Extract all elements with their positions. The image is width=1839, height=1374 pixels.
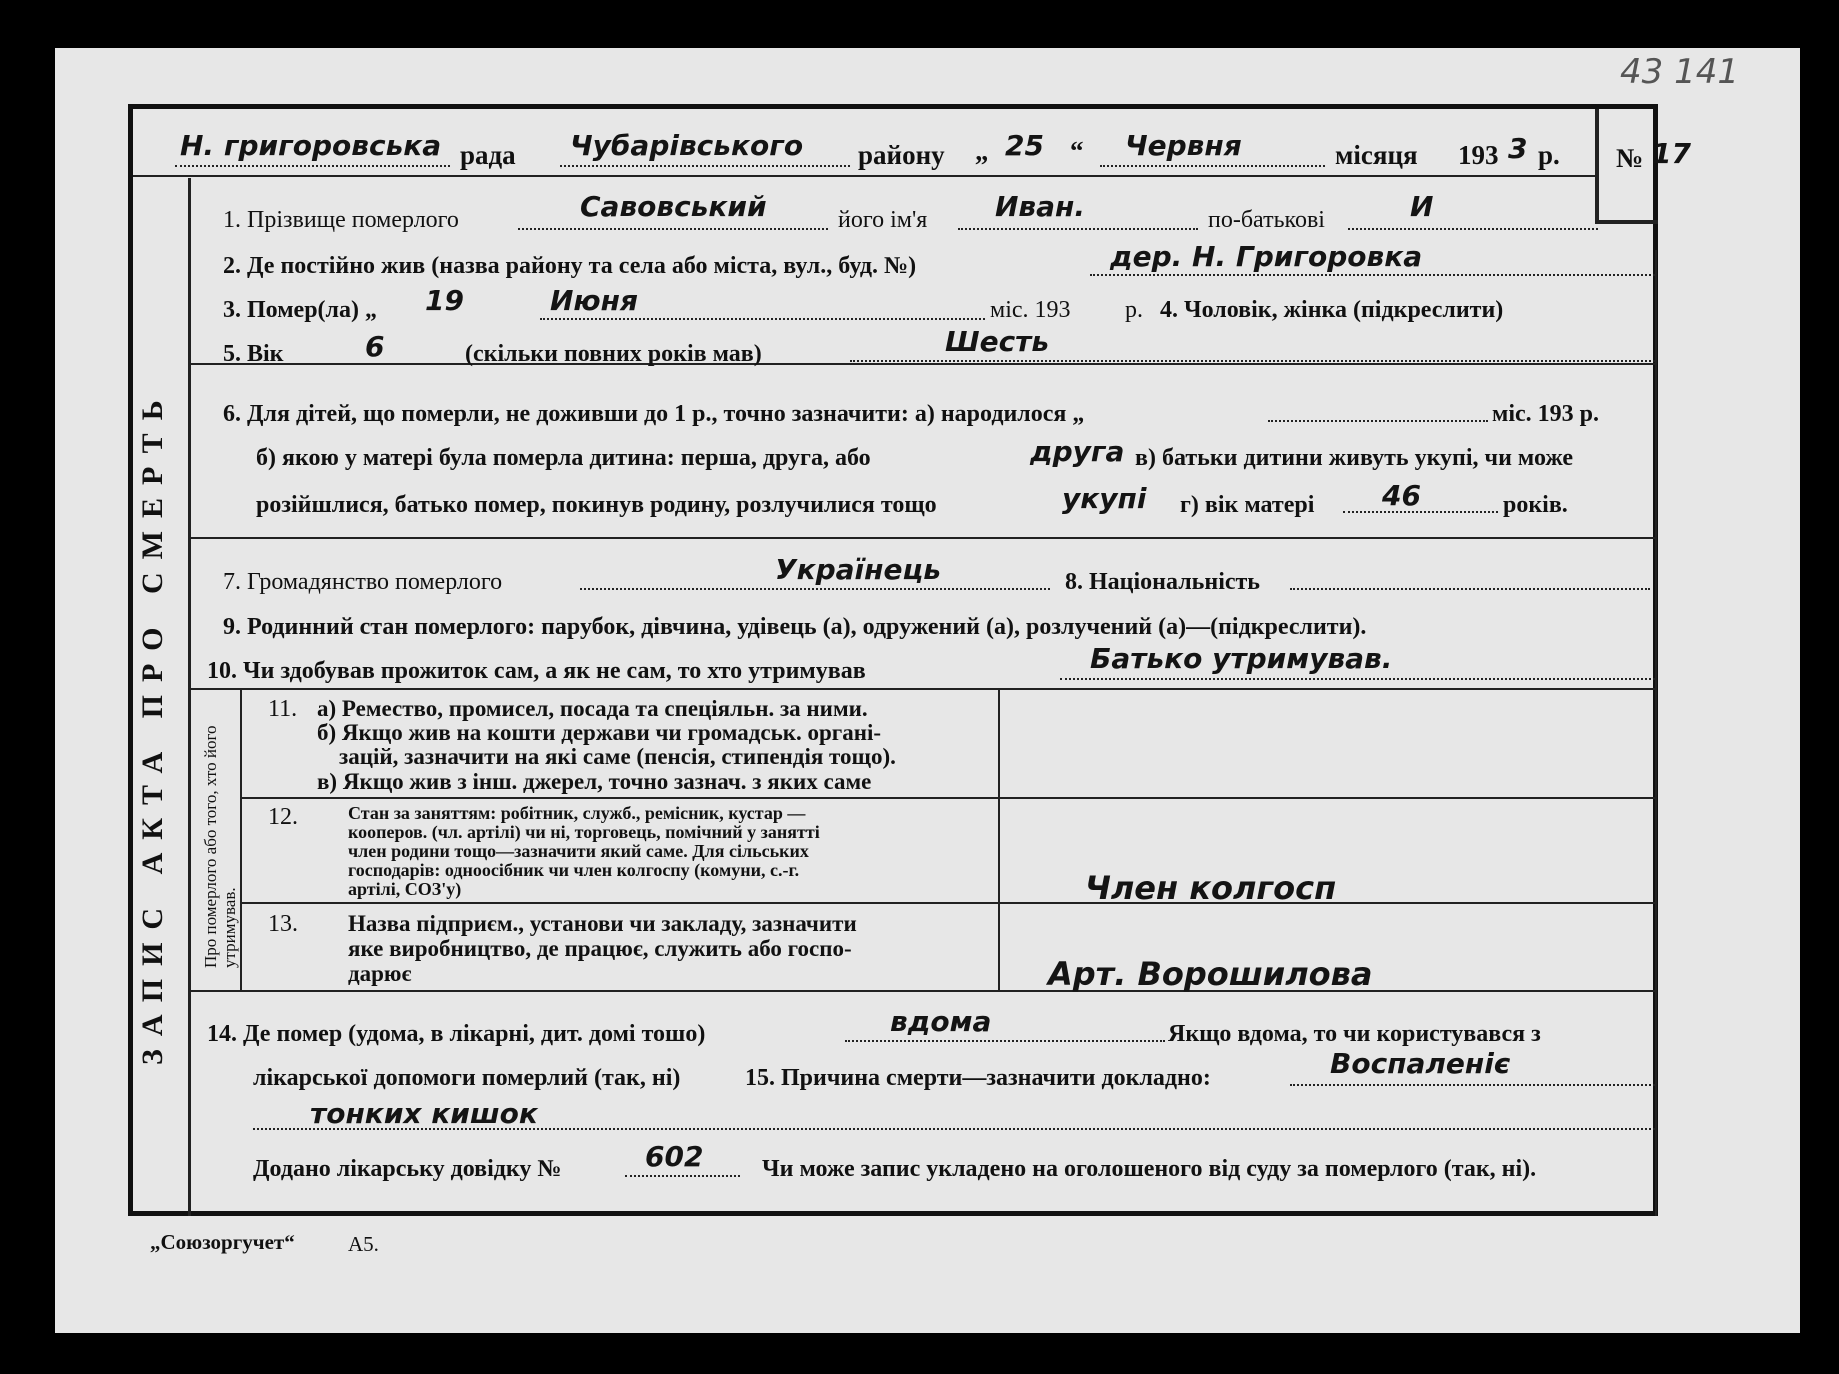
field-13-l1: Назва підприєм., установи чи закладу, зазначити — [348, 911, 857, 936]
field-10-value: Батько утримував. — [1090, 642, 1393, 675]
field-14-line2: лікарської допомоги померлий (так, ні) — [253, 1065, 681, 1091]
field-13-value: Арт. Ворошилова — [1048, 955, 1373, 993]
field-7-label: 7. Громадянство померлого — [223, 569, 503, 595]
field-6-line1: 6. Для дітей, що померли, не доживши до 1 р., точно зазначити: а) народилося „ — [223, 401, 1085, 427]
right-border — [1655, 250, 1657, 1216]
field-6-order-value: друга — [1030, 435, 1125, 468]
about-col-divider — [240, 688, 242, 990]
field-15-line — [1290, 1084, 1655, 1086]
field-14-label: 14. Де помер (удома, в лікарні, дит. домі тошо) — [207, 1021, 706, 1047]
rule-after-11 — [240, 797, 1655, 799]
field-5-label: 5. Вік — [223, 341, 284, 367]
field-15-line2 — [253, 1128, 1655, 1130]
archive-marks: 43 141 — [1620, 52, 1739, 92]
field-3-day: 19 — [425, 284, 464, 317]
field-3-month: Июня — [550, 284, 638, 317]
field-6-line2a: б) якою у матері була померла дитина: перша, друга, або — [256, 445, 871, 471]
field-6-line2b: в) батьки дитини живуть укупі, чи може — [1135, 445, 1574, 471]
field-12-l5: артілі, СОЗ'у) — [348, 879, 462, 899]
council-line — [175, 165, 450, 167]
number-box-divider — [1595, 109, 1599, 221]
field-1-name-line — [958, 228, 1198, 230]
field-2-label: 2. Де постійно жив (назва району та села або міста, вул., буд. №) — [223, 253, 917, 279]
field-6-line3b: г) вік матері — [1180, 492, 1315, 518]
district-label: району — [858, 140, 945, 170]
field-2-line — [1090, 274, 1655, 276]
rule-after-6 — [190, 537, 1655, 539]
month-line — [1100, 165, 1325, 167]
field-3-mis: міс. 193 — [990, 297, 1071, 323]
field-3-line — [540, 318, 985, 320]
field-12-l3: член родини тощо—зазначити який саме. Для сільських — [348, 841, 809, 861]
answer-col-divider — [998, 688, 1000, 990]
number-value: 17 — [1652, 137, 1691, 170]
field-13-num: 13. — [268, 911, 298, 937]
field-7-value: Українець — [775, 553, 941, 586]
field-12-l2: кооперов. (чл. артілі) чи ні, торговець, помічний у занятті — [348, 822, 820, 842]
field-1-patronymic-label: по-батькові — [1208, 207, 1325, 233]
field-14-rest: Якщо вдома, то чи користувався з — [1168, 1021, 1541, 1047]
field-5-words: Шесть — [945, 325, 1050, 358]
field-14-value: вдома — [890, 1005, 992, 1038]
field-3-r: р. — [1125, 297, 1143, 323]
field-1-value: Савовський — [580, 190, 767, 223]
field-6-birth-line — [1268, 420, 1488, 422]
field-15-value2: тонких кишок — [310, 1097, 538, 1130]
field-10-line — [1060, 678, 1655, 680]
day-value: 25 — [1005, 129, 1044, 162]
year-printed: 193 — [1458, 140, 1499, 170]
cert-value: 602 — [645, 1140, 704, 1173]
field-15-label: 15. Причина смерти—зазначити докладно: — [745, 1065, 1211, 1091]
district-line — [560, 165, 850, 167]
cert-label: Додано лікарську довідку № — [253, 1156, 562, 1182]
field-5-rest: (скільки повних років мав) — [465, 341, 762, 367]
field-7-line — [580, 588, 1050, 590]
rule-after-12 — [240, 902, 1655, 904]
field-3-label: 3. Помер(ла) „ — [223, 297, 378, 323]
about-note: Про померлого або того, хто його утримував. — [201, 725, 239, 968]
council-label: рада — [460, 140, 516, 170]
field-6-line1-end: міс. 193 р. — [1492, 401, 1600, 427]
month-label: місяця — [1335, 140, 1418, 170]
district-name: Чубарівського — [570, 129, 804, 162]
field-4-label: 4. Чоловік, жінка (підкреслити) — [1160, 297, 1504, 323]
field-1-patronymic-value: И — [1410, 190, 1434, 223]
field-10-label: 10. Чи здобував прожиток сам, а як не сам, то хто утримував — [207, 658, 866, 684]
field-13-l2: яке виробництво, де працює, служить або госпо- — [348, 936, 852, 961]
field-5-line — [850, 360, 1655, 362]
field-12-num: 12. — [268, 804, 298, 830]
field-12-l1: Стан за заняттям: робітник, служб., ремісник, кустар — — [348, 803, 806, 823]
field-6-parents-value: укупі — [1062, 482, 1147, 515]
sidebar-divider — [188, 178, 191, 1216]
quote-open: „ — [975, 136, 989, 166]
year-suffix: р. — [1538, 140, 1560, 170]
field-6-mother-age: 46 — [1382, 479, 1421, 512]
year-handwritten: 3 — [1508, 132, 1528, 165]
field-8-line — [1290, 588, 1650, 590]
sidebar-title: ЗАПИС АКТА ПРО СМЕРТЬ — [136, 387, 169, 1065]
field-1-name-label: його ім'я — [838, 207, 928, 233]
publisher: „Союзоргучет“ — [150, 1230, 295, 1254]
number-box-bottom — [1595, 220, 1658, 224]
field-8-label: 8. Національність — [1065, 569, 1260, 595]
field-12-l4: господарів: одноосібник чи член колгоспу (комуни, с.-г. — [348, 860, 800, 880]
rule-after-13 — [190, 990, 1655, 992]
field-11-b1: б) Якщо жив на кошти держави чи громадськ. органі- — [317, 720, 882, 745]
month-value: Червня — [1125, 129, 1242, 162]
number-label: № — [1616, 143, 1644, 173]
field-11-c: в) Якщо жив з інш. джерел, точно зазнач. з яких саме — [317, 769, 872, 794]
field-12-value: Член колгосп — [1085, 869, 1337, 907]
field-2-value: дер. Н. Григоровка — [1110, 240, 1423, 273]
rule-after-10 — [190, 688, 1655, 690]
field-13-l3: дарює — [348, 961, 412, 986]
quote-close: “ — [1070, 136, 1084, 166]
form-code: А5. — [348, 1232, 379, 1256]
cert-line — [625, 1175, 740, 1177]
field-5-value: 6 — [365, 330, 385, 363]
council-name: Н. григоровська — [180, 129, 442, 162]
rule-after-5 — [190, 363, 1655, 365]
field-1-name-value: Иван. — [995, 190, 1086, 223]
field-6-line3c: років. — [1503, 492, 1568, 518]
field-14-line — [845, 1040, 1165, 1042]
field-6-line3a: розійшлися, батько помер, покинув родину, розлучилися тощо — [256, 492, 937, 518]
court-label: Чи може запис укладено на оголошеного від суду за померлого (так, ні). — [762, 1156, 1537, 1182]
field-9-label: 9. Родинний стан померлого: парубок, дівчина, удівець (а), одружений (а), розлучений (а)—(підкреслити). — [223, 614, 1367, 640]
header-rule — [133, 175, 1595, 177]
field-1-label: 1. Прізвище померлого — [223, 207, 459, 233]
field-11-num: 11. — [268, 696, 298, 722]
field-11-b2: зацій, зазначити на які саме (пенсія, стипендія тощо). — [339, 744, 896, 769]
field-1-line — [518, 228, 828, 230]
field-15-value: Воспаленіє — [1330, 1047, 1511, 1080]
field-11-a: а) Ремество, промисел, посада та спеціяльн. за ними. — [317, 696, 868, 721]
field-1-patronymic-line — [1348, 228, 1598, 230]
